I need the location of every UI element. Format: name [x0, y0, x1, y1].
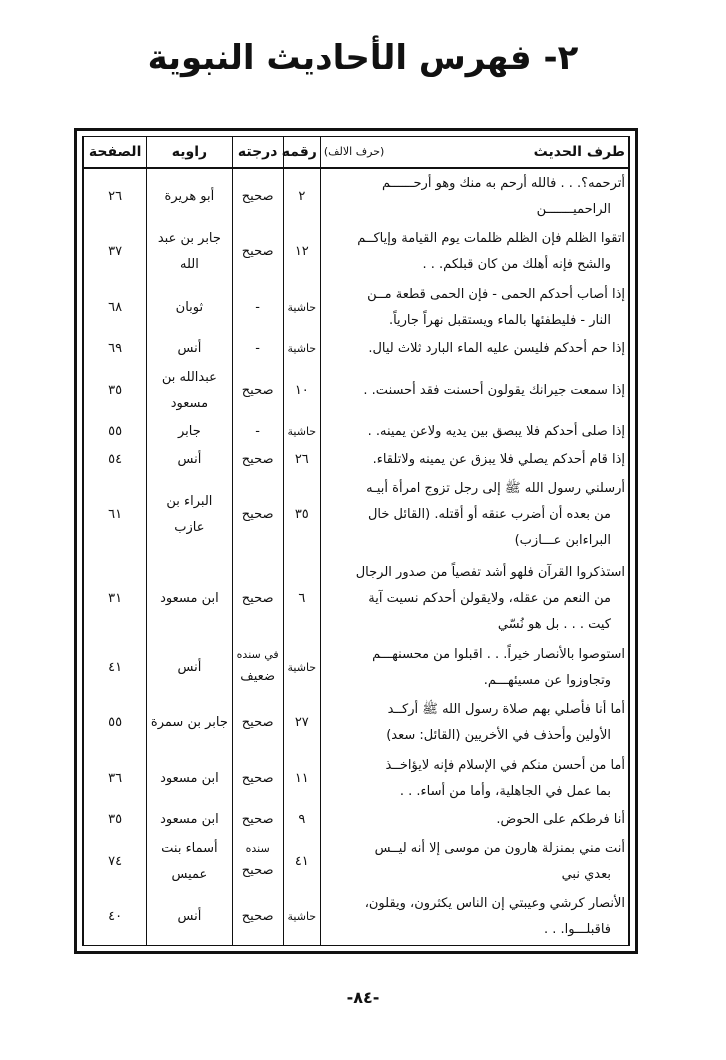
header-hadith-sub: (حرف الالف) — [323, 145, 385, 158]
page-cell: ٥٥ — [84, 418, 147, 446]
hadith-number: ٤١ — [294, 853, 309, 869]
hadith-number-cell — [283, 280, 320, 335]
hadith-line: إذا حم أحدكم فليسن عليه الماء البارد ثلاث ليال. — [368, 341, 625, 357]
hadith-text-cell — [320, 280, 628, 335]
hadith-text-cell — [320, 224, 628, 279]
hadith-line: أرسلني رسول الله ﷺ إلى رجل تزوج امرأة أبيـه — [366, 481, 625, 497]
hadith-number: ٦ — [298, 590, 306, 606]
grade: - — [255, 299, 260, 315]
narrator-cell: ثوبان — [147, 280, 232, 335]
hadith-text-cell — [320, 418, 628, 446]
hadith-line: من بعده أن أضرب عنقه أو أقتله. (القائل خال — [367, 507, 611, 523]
hadith-line: الأنصار كرشي وعيبتي إن الناس يكثرون، ويقلون، — [364, 896, 625, 912]
grade-cell — [232, 363, 283, 418]
grade-cell — [232, 168, 283, 224]
grade-cell — [232, 751, 283, 806]
hadith-number-cell — [283, 224, 320, 279]
hadith-line: وتجاوزوا عن مسيئهـــم. — [483, 672, 611, 688]
hadith-number-cell — [283, 418, 320, 446]
narrator-cell: جابر — [147, 418, 232, 446]
hadith-number-cell — [283, 751, 320, 806]
hadith-number-cell — [283, 474, 320, 557]
hadith-number: حاشية — [287, 660, 317, 674]
table-row — [84, 890, 629, 946]
grade-cell — [232, 696, 283, 751]
grade-cell — [232, 335, 283, 363]
grade-cell — [232, 474, 283, 557]
hadith-text-cell — [320, 890, 628, 946]
table-row — [84, 363, 629, 418]
page-cell: ٣١ — [84, 557, 147, 640]
table-row — [84, 557, 629, 640]
grade: صحيح — [241, 507, 274, 523]
page-cell: ٥٥ — [84, 696, 147, 751]
hadith-line: استوصوا بالأنصار خيراً. . . اقبلوا من محسنهـــم — [372, 646, 625, 662]
page-cell: ٣٥ — [84, 806, 147, 834]
hadith-text-cell — [320, 335, 628, 363]
grade-note: سنده — [245, 841, 270, 855]
hadith-line: إذا صلى أحدكم فلا يبصق بين يديه ولاعن يمينه. . — [367, 424, 625, 440]
hadith-line: الأولين وأحذف في الأخريين (القائل: سعد) — [386, 728, 611, 744]
grade: ضعيف — [240, 668, 275, 684]
hadith-text-cell — [320, 363, 628, 418]
hadith-line: إذا سمعت جيرانك يقولون أحسنت فقد أحسنت. . — [363, 382, 625, 398]
hadith-number: حاشية — [287, 910, 317, 924]
hadith-line: من النعم من عقله، ولايقولن أحدكم نسيت آية — [368, 590, 611, 606]
hadith-line: إذا قام أحدكم يصلي فلا يبزق عن يمينه ولاتلقاء. — [372, 452, 625, 467]
grade-note: في سنده — [236, 647, 279, 661]
hadith-number: حاشية — [287, 425, 317, 439]
hadith-text-cell — [320, 696, 628, 751]
hadith-text-cell — [320, 640, 628, 695]
narrator-cell: ابن مسعود — [147, 806, 232, 834]
header-grade: درجته — [232, 137, 283, 168]
hadith-number: ٢٧ — [294, 715, 309, 731]
hadith-number-cell — [283, 640, 320, 695]
grade-cell — [232, 806, 283, 834]
hadith-number-cell — [283, 806, 320, 834]
hadith-text-cell — [320, 806, 628, 834]
hadith-number: ٣٥ — [294, 507, 309, 523]
table-row — [84, 806, 629, 834]
hadith-number-cell — [283, 363, 320, 418]
index-table-inner-frame — [82, 136, 630, 946]
page-title: ٢- فهرس الأحاديث النبوية — [147, 38, 579, 78]
hadith-number-cell — [283, 446, 320, 474]
table-row — [84, 224, 629, 279]
header-page: الصفحة — [84, 137, 147, 168]
table-row — [84, 168, 629, 224]
narrator-cell: أنس — [147, 335, 232, 363]
page-cell: ٦١ — [84, 474, 147, 557]
narrator-cell: عبدالله بن مسعود — [147, 363, 232, 418]
grade-cell — [232, 418, 283, 446]
grade: صحيح — [241, 188, 274, 204]
grade-cell — [232, 446, 283, 474]
hadith-index-table — [83, 137, 629, 945]
table-row — [84, 696, 629, 751]
grade: - — [255, 424, 260, 440]
hadith-line: النار - فليطفئها بالماء ويستقبل نهراً جارياً. — [388, 312, 611, 328]
hadith-number: حاشية — [287, 300, 317, 314]
grade: - — [255, 341, 260, 357]
grade: صحيح — [241, 590, 274, 606]
grade: صحيح — [241, 812, 274, 828]
grade: صحيح — [241, 452, 274, 467]
grade-cell — [232, 834, 283, 889]
hadith-text-cell — [320, 557, 628, 640]
hadith-line: أنت مني بمنزلة هارون من موسى إلا أنه ليــس — [374, 840, 625, 856]
page-cell: ٣٧ — [84, 224, 147, 279]
grade-cell — [232, 640, 283, 695]
hadith-line: أما أنا فأصلي بهم صلاة رسول الله ﷺ أركــد — [387, 702, 625, 718]
hadith-line: بما عمل في الجاهلية، وأما من أساء. . . — [399, 783, 611, 799]
page-cell: ٣٥ — [84, 363, 147, 418]
hadith-number: ٢ — [298, 188, 306, 204]
hadith-number-cell — [283, 168, 320, 224]
narrator-cell: أسماء بنت عميس — [147, 834, 232, 889]
page-cell: ٦٩ — [84, 335, 147, 363]
hadith-text-cell — [320, 834, 628, 889]
grade: صحيح — [241, 909, 274, 925]
table-header-row — [84, 137, 629, 168]
hadith-number: ٩ — [298, 812, 306, 828]
hadith-line: استذكروا القرآن فلهو أشد تفصياً من صدور الرجال — [355, 564, 625, 580]
grade: صحيح — [241, 862, 274, 878]
page-cell: ٤٠ — [84, 890, 147, 946]
header-number: رقمه — [283, 137, 320, 168]
hadith-number-cell — [283, 335, 320, 363]
hadith-number: ١٠ — [294, 382, 309, 398]
narrator-cell: أنس — [147, 890, 232, 946]
table-row — [84, 640, 629, 695]
grade: صحيح — [241, 715, 274, 731]
page-cell: ٦٨ — [84, 280, 147, 335]
hadith-number-cell — [283, 890, 320, 946]
table-row — [84, 280, 629, 335]
hadith-number: ٢٦ — [294, 452, 309, 467]
grade: صحيح — [241, 382, 274, 398]
index-table-frame — [74, 128, 638, 954]
hadith-line: إذا أصاب أحدكم الحمى - فإن الحمى قطعة مــن — [367, 286, 625, 302]
hadith-text-cell — [320, 751, 628, 806]
hadith-number: ١٢ — [294, 244, 309, 260]
hadith-line: الراحميـــــــن — [536, 201, 611, 217]
header-hadith — [320, 137, 628, 168]
hadith-line: أما من أحسن منكم في الإسلام فإنه لايؤاخــذ — [385, 757, 625, 773]
page-cell: ٢٦ — [84, 168, 147, 224]
table-row — [84, 335, 629, 363]
page-cell: ٤١ — [84, 640, 147, 695]
narrator-cell: جابر بن عبد الله — [147, 224, 232, 279]
grade-cell — [232, 557, 283, 640]
hadith-line: أترحمه؟. . . فالله أرحم به منك وهو أرحــــــم — [382, 175, 625, 191]
hadith-text-cell — [320, 168, 628, 224]
narrator-cell: أنس — [147, 446, 232, 474]
narrator-cell: جابر بن سمرة — [147, 696, 232, 751]
hadith-line: فاقبلـــوا. . . — [543, 922, 611, 938]
hadith-line: اتقوا الظلم فإن الظلم ظلمات يوم القيامة وإياكــم — [357, 231, 625, 247]
grade-cell — [232, 280, 283, 335]
hadith-number: ١١ — [294, 770, 309, 786]
hadith-number-cell — [283, 557, 320, 640]
grade: صحيح — [241, 244, 274, 260]
grade-cell — [232, 224, 283, 279]
page-cell: ٥٤ — [84, 446, 147, 474]
hadith-text-cell — [320, 474, 628, 557]
grade: صحيح — [241, 770, 274, 786]
table-row — [84, 751, 629, 806]
grade-cell — [232, 890, 283, 946]
narrator-cell: أنس — [147, 640, 232, 695]
table-row — [84, 418, 629, 446]
hadith-text-cell — [320, 446, 628, 474]
header-hadith-label: طرف الحديث — [533, 144, 625, 160]
hadith-line: والشح فإنه أهلك من كان قبلكم. . . — [422, 257, 611, 273]
narrator-cell: البراء بن عازب — [147, 474, 232, 557]
narrator-cell: ابن مسعود — [147, 751, 232, 806]
hadith-number-cell — [283, 696, 320, 751]
page-cell: ٣٦ — [84, 751, 147, 806]
table-row — [84, 834, 629, 889]
hadith-line: بعدي نبي — [561, 866, 611, 882]
narrator-cell: أبو هريرة — [147, 168, 232, 224]
hadith-line: كيت . . . بل هو نُسّي — [497, 616, 611, 632]
hadith-line: أنا فرطكم على الحوض. — [496, 812, 625, 828]
narrator-cell: ابن مسعود — [147, 557, 232, 640]
header-narrator: راويه — [147, 137, 232, 168]
hadith-line: البراءابن عـــازب) — [514, 533, 611, 549]
table-row — [84, 474, 629, 557]
page-cell: ٧٤ — [84, 834, 147, 889]
hadith-number-cell — [283, 834, 320, 889]
hadith-number: حاشية — [287, 342, 317, 356]
page-number: -٨٤- — [346, 988, 380, 1007]
table-row — [84, 446, 629, 474]
